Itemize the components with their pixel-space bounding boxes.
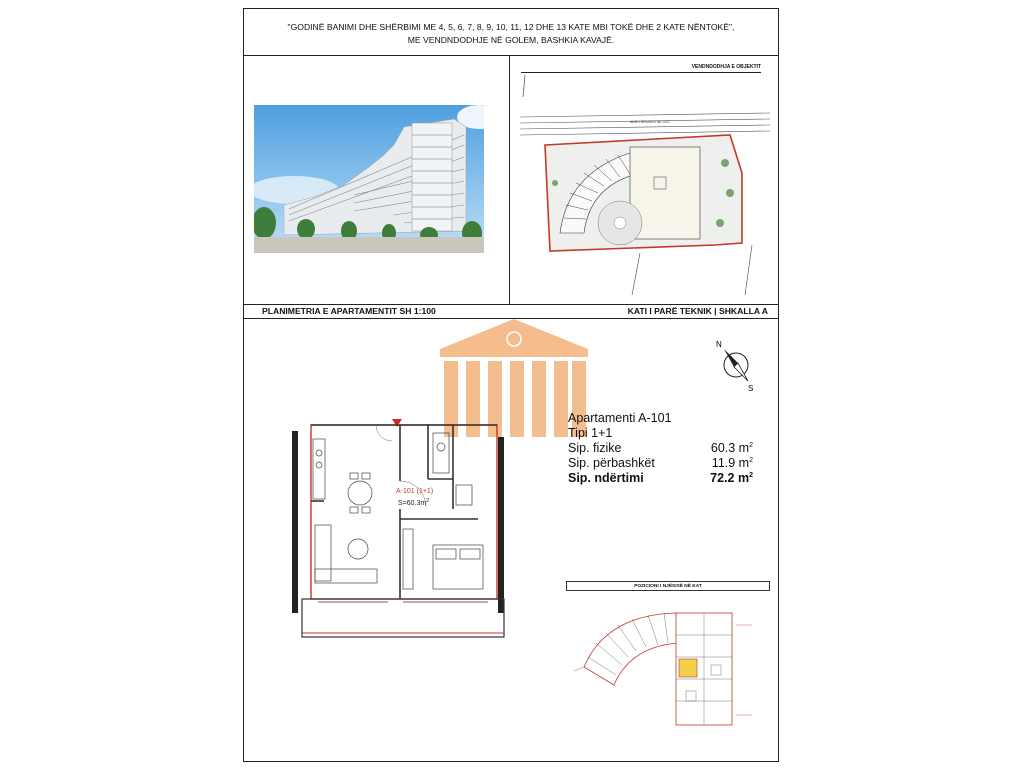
area-unit-exp: 2 [749,471,753,479]
apartment-name: Apartamenti A-101 [568,411,672,425]
apartment-info [568,411,753,486]
apartment-type: Tipi 1+1 [568,426,613,440]
floor-title: KATI I PARË TEKNIK | SHKALLA A [627,306,768,316]
header-line-1: "GODINË BANIMI DHE SHËRBIMI ME 4, 5, 6, 7, 8, 9, 10, 11, 12 DHE 13 KATE MBI TOKË DHE 2 KATE NËNTOKË", [287,22,735,32]
site-line [523,75,525,97]
dining-table [348,473,372,513]
compass-south: S [748,384,754,393]
unit-tag: A-101 (1+1) [396,488,434,495]
highlighted-unit [679,659,697,677]
document-header [244,9,778,56]
location-site-plan [520,73,770,295]
document-sheet [243,8,779,762]
bed [433,545,483,589]
kitchen-counter [313,439,325,499]
area-unit-exp: 2 [749,441,753,449]
location-title: VENDNDODHJA E OBJEKTIT [521,63,761,73]
area-label: Sip. ndërtimi [568,471,644,485]
site-access-lines [632,245,752,295]
area-unit-exp: 2 [749,456,753,464]
position-title: POZICIONI I NJËSISË NË KAT [566,581,770,591]
wardrobe [403,529,413,589]
floor-arc [584,613,678,685]
header-line-2: ME VENDNDODHJE NË GOLEM, BASHKIA KAVAJË. [407,35,615,45]
exterior-wall-left [292,431,298,613]
ground [254,237,484,253]
area-row [568,441,753,456]
apartment-floor-plan [288,409,528,645]
plan-title: PLANIMETRIA E APARTAMENTIT SH 1:100 [262,306,436,316]
plaza-center [614,217,626,229]
door-swing [376,425,392,441]
area-row [568,456,753,471]
road [520,113,770,135]
road-label: AKSI I RRUGES NE JUG [630,120,670,124]
exterior-wall-right [498,437,504,613]
position-key-plan [566,595,770,755]
area-value: 11.9 m [711,456,750,470]
unit-area: $S=60.3m^2$ [398,498,429,507]
balcony-outline [302,599,504,637]
interior-walls [311,425,497,599]
tower [412,123,452,231]
compass-north: N [716,340,722,349]
area-label: Sip. fizike [568,441,622,455]
watermark-beam [440,349,588,357]
top-divider [509,56,510,304]
area-label: Sip. përbashkët [568,456,655,470]
area-value: 72.2 m [710,471,750,485]
sofa [315,525,377,583]
area-row [568,471,753,486]
apartment-outline [311,425,497,599]
area-value: 60.3 m [710,441,750,455]
watermark-roof [440,319,588,349]
compass-icon [714,337,758,393]
building-render [254,105,484,253]
